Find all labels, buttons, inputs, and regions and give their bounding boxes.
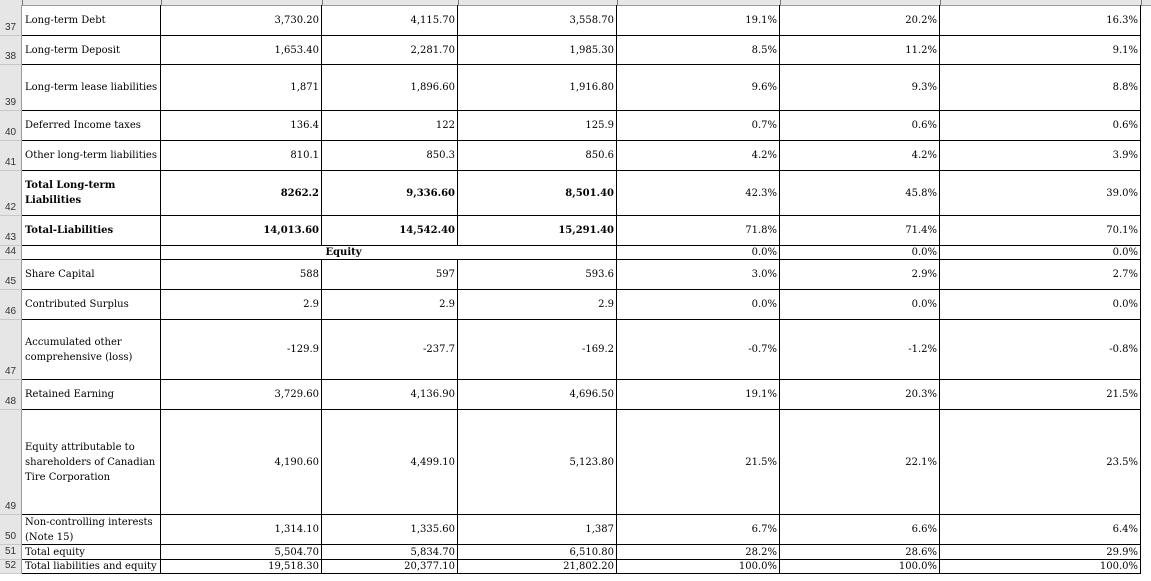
row-number: 38	[5, 51, 17, 62]
value-cell[interactable]: 42.3%	[617, 171, 780, 216]
value-cell[interactable]: 1,653.40	[161, 36, 322, 65]
value-cell[interactable]: 8262.2	[161, 171, 322, 216]
value-cell[interactable]: 22.1%	[780, 410, 940, 515]
row-label-cell[interactable]: Equity attributable to shareholders of Canadian Tire Corporation	[22, 410, 161, 515]
value-cell[interactable]: 0.0%	[940, 246, 1141, 260]
value-cell[interactable]: 136.4	[161, 111, 322, 141]
row-header[interactable]	[0, 410, 22, 515]
row-header[interactable]	[0, 111, 22, 141]
value-cell[interactable]: 588	[161, 260, 322, 290]
row-header[interactable]	[0, 260, 22, 290]
row-label-cell[interactable]: Non-controlling interests (Note 15)	[22, 515, 161, 545]
row-number: 39	[5, 97, 17, 108]
value-cell[interactable]: 15,291.40	[458, 216, 617, 246]
value-cell[interactable]: 0.0%	[940, 290, 1141, 320]
row-header[interactable]	[0, 141, 22, 171]
row-header[interactable]	[0, 36, 22, 65]
value-cell[interactable]: 100.0%	[780, 560, 940, 574]
value-cell[interactable]: 3.0%	[617, 260, 780, 290]
row-header[interactable]	[0, 171, 22, 216]
value-cell[interactable]: 28.2%	[617, 545, 780, 560]
value-cell[interactable]: 8,501.40	[458, 171, 617, 216]
value-cell[interactable]: 593.6	[458, 260, 617, 290]
value-cell[interactable]: 6,510.80	[458, 545, 617, 560]
value-cell[interactable]: 29.9%	[940, 545, 1141, 560]
value-cell[interactable]: 4.2%	[780, 141, 940, 171]
row-header[interactable]	[0, 5, 22, 36]
value-cell[interactable]: 19,518.30	[161, 560, 322, 574]
value-cell[interactable]: 1,985.30	[458, 36, 617, 65]
value-cell[interactable]: 0.0%	[617, 246, 780, 260]
value-cell[interactable]: 19.1%	[617, 5, 780, 36]
value-cell[interactable]: 28.6%	[780, 545, 940, 560]
value-cell[interactable]: 19.1%	[617, 380, 780, 410]
row-label-cell[interactable]: Total Long-term Liabilities	[22, 171, 161, 216]
value-cell[interactable]: 2,281.70	[322, 36, 458, 65]
row-number: 50	[5, 531, 17, 542]
value-cell[interactable]: 4,696.50	[458, 380, 617, 410]
row-number: 40	[5, 127, 17, 138]
value-cell[interactable]: 20,377.10	[322, 560, 458, 574]
value-cell[interactable]: 21.5%	[617, 410, 780, 515]
column-header-divider	[1141, 0, 1142, 5]
row-number: 45	[5, 276, 17, 287]
row-number: 37	[5, 22, 17, 33]
value-cell[interactable]: 810.1	[161, 141, 322, 171]
value-cell[interactable]: 9.3%	[780, 65, 940, 111]
value-cell[interactable]: 1,387	[458, 515, 617, 545]
value-cell[interactable]: 4,190.60	[161, 410, 322, 515]
value-cell[interactable]: 5,834.70	[322, 545, 458, 560]
value-cell[interactable]: 2.9%	[780, 260, 940, 290]
value-cell[interactable]: 0.6%	[780, 111, 940, 141]
value-cell[interactable]: 71.8%	[617, 216, 780, 246]
value-cell[interactable]: 8.5%	[617, 36, 780, 65]
value-cell[interactable]: 21.5%	[940, 380, 1141, 410]
value-cell[interactable]: 850.3	[322, 141, 458, 171]
value-cell[interactable]: 5,123.80	[458, 410, 617, 515]
value-cell[interactable]: 3,558.70	[458, 5, 617, 36]
row-label-cell[interactable]: Accumulated other comprehensive (loss)	[22, 320, 161, 380]
value-cell[interactable]: -129.9	[161, 320, 322, 380]
value-cell[interactable]: 8.8%	[940, 65, 1141, 111]
row-label-cell[interactable]: Total equity	[22, 545, 161, 560]
row-label-cell[interactable]: Other long-term liabilities	[22, 141, 161, 171]
value-cell[interactable]: 3.9%	[940, 141, 1141, 171]
row-label-cell[interactable]: Long-term Debt	[22, 5, 161, 36]
value-cell[interactable]: 2.9	[161, 290, 322, 320]
row-header[interactable]	[0, 246, 22, 260]
value-cell[interactable]: 16.3%	[940, 5, 1141, 36]
value-cell[interactable]: 1,314.10	[161, 515, 322, 545]
value-cell[interactable]: -0.8%	[940, 320, 1141, 380]
row-label-cell[interactable]: Total liabilities and equity	[22, 560, 161, 574]
value-cell[interactable]: 5,504.70	[161, 545, 322, 560]
equity-section-header[interactable]: Equity	[161, 246, 617, 260]
value-cell[interactable]: 0.0%	[617, 290, 780, 320]
value-cell[interactable]: 21,802.20	[458, 560, 617, 574]
row-label-cell[interactable]	[22, 246, 161, 260]
value-cell[interactable]: 45.8%	[780, 171, 940, 216]
row-number: 47	[5, 366, 17, 377]
row-label-cell[interactable]: Deferred Income taxes	[22, 111, 161, 141]
row-number: 43	[5, 232, 17, 243]
value-cell[interactable]: 122	[322, 111, 458, 141]
value-cell[interactable]: 6.7%	[617, 515, 780, 545]
value-cell[interactable]: 1,916.80	[458, 65, 617, 111]
value-cell[interactable]: 9,336.60	[322, 171, 458, 216]
value-cell[interactable]: 4,499.10	[322, 410, 458, 515]
row-number: 46	[5, 306, 17, 317]
row-label-cell[interactable]: Long-term Deposit	[22, 36, 161, 65]
value-cell[interactable]: 2.9	[322, 290, 458, 320]
value-cell[interactable]: 3,729.60	[161, 380, 322, 410]
value-cell[interactable]: 125.9	[458, 111, 617, 141]
row-header[interactable]	[0, 65, 22, 111]
value-cell[interactable]: 14,013.60	[161, 216, 322, 246]
row-header[interactable]	[0, 560, 22, 574]
value-cell[interactable]: 9.6%	[617, 65, 780, 111]
row-header[interactable]	[0, 320, 22, 380]
row-header[interactable]	[0, 545, 22, 560]
value-cell[interactable]: 4.2%	[617, 141, 780, 171]
value-cell[interactable]: 20.2%	[780, 5, 940, 36]
value-cell[interactable]: 0.0%	[780, 246, 940, 260]
row-header[interactable]	[0, 216, 22, 246]
row-number: 42	[5, 202, 17, 213]
value-cell[interactable]: 11.2%	[780, 36, 940, 65]
row-number: 41	[5, 157, 17, 168]
row-number: 51	[5, 546, 17, 557]
row-number: 48	[5, 396, 17, 407]
value-cell[interactable]: -0.7%	[617, 320, 780, 380]
value-cell[interactable]: 39.0%	[940, 171, 1141, 216]
value-cell[interactable]: 0.0%	[780, 290, 940, 320]
value-cell[interactable]: 100.0%	[617, 560, 780, 574]
value-cell[interactable]: 9.1%	[940, 36, 1141, 65]
value-cell[interactable]: -169.2	[458, 320, 617, 380]
value-cell[interactable]: 1,335.60	[322, 515, 458, 545]
row-label-cell[interactable]: Total-Liabilities	[22, 216, 161, 246]
row-label-cell[interactable]: Long-term lease liabilities	[22, 65, 161, 111]
value-cell[interactable]: 3,730.20	[161, 5, 322, 36]
value-cell[interactable]: 23.5%	[940, 410, 1141, 515]
value-cell[interactable]: 4,115.70	[322, 5, 458, 36]
row-label-cell[interactable]: Contributed Surplus	[22, 290, 161, 320]
row-label-cell[interactable]: Share Capital	[22, 260, 161, 290]
value-cell[interactable]: 4,136.90	[322, 380, 458, 410]
value-cell[interactable]: 850.6	[458, 141, 617, 171]
value-cell[interactable]: 2.7%	[940, 260, 1141, 290]
value-cell[interactable]: 20.3%	[780, 380, 940, 410]
row-number: 49	[5, 501, 17, 512]
row-number: 52	[5, 560, 17, 571]
row-header[interactable]	[0, 290, 22, 320]
value-cell[interactable]: 2.9	[458, 290, 617, 320]
value-cell[interactable]: 0.6%	[940, 111, 1141, 141]
value-cell[interactable]: 1,871	[161, 65, 322, 111]
value-cell[interactable]: 6.6%	[780, 515, 940, 545]
value-cell[interactable]: -1.2%	[780, 320, 940, 380]
value-cell[interactable]: 1,896.60	[322, 65, 458, 111]
value-cell[interactable]: 14,542.40	[322, 216, 458, 246]
value-cell[interactable]: 6.4%	[940, 515, 1141, 545]
value-cell[interactable]: 70.1%	[940, 216, 1141, 246]
value-cell[interactable]: 0.7%	[617, 111, 780, 141]
row-header[interactable]	[0, 380, 22, 410]
value-cell[interactable]: 71.4%	[780, 216, 940, 246]
value-cell[interactable]: 100.0%	[940, 560, 1141, 574]
value-cell[interactable]: -237.7	[322, 320, 458, 380]
row-label-cell[interactable]: Retained Earning	[22, 380, 161, 410]
value-cell[interactable]: 597	[322, 260, 458, 290]
row-number: 44	[5, 246, 17, 257]
row-header[interactable]	[0, 515, 22, 545]
